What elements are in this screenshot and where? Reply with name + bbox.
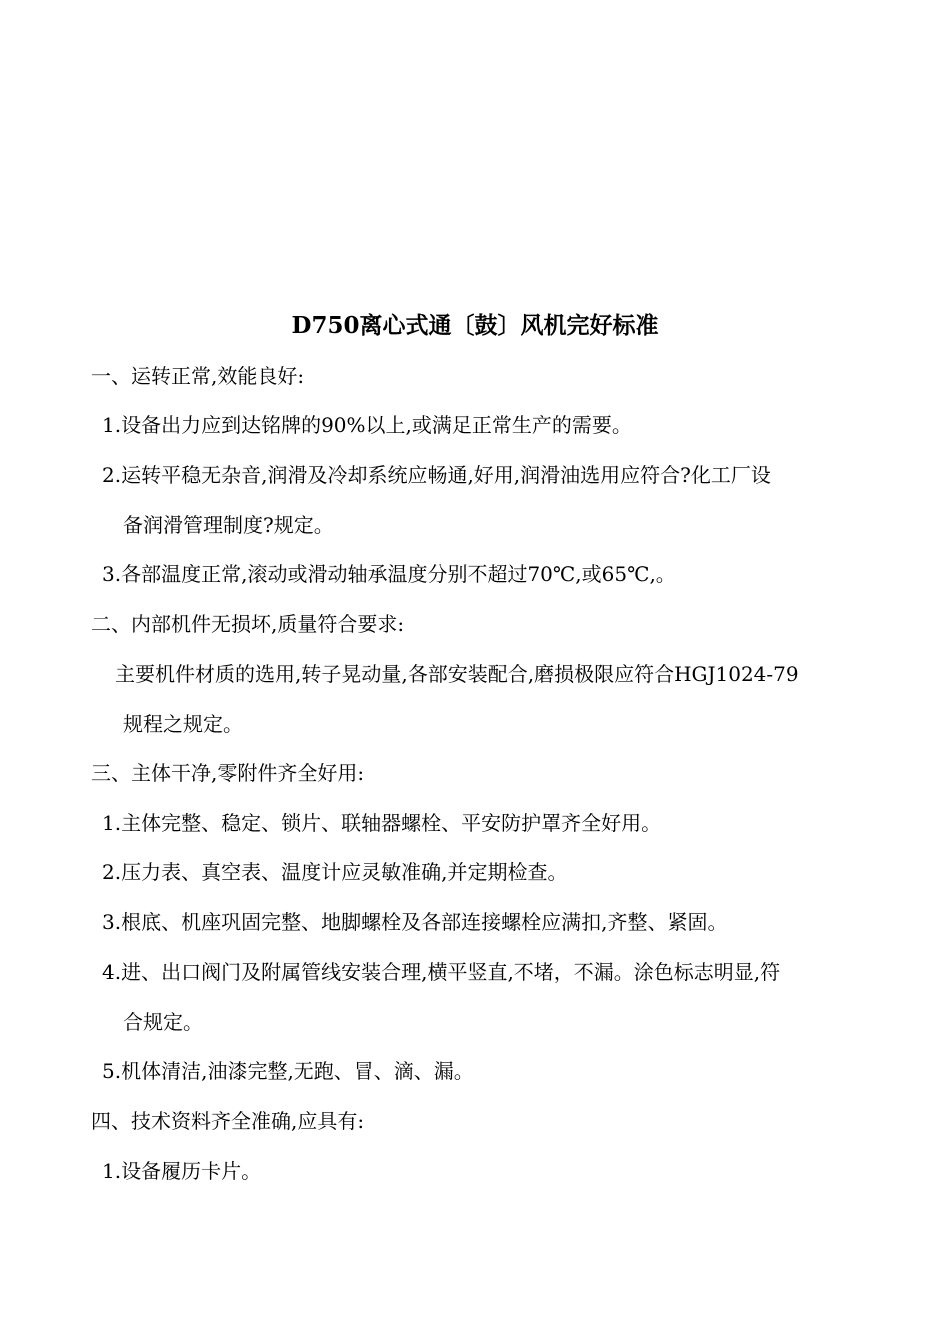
list-item-1-1: 1.设备出力应到达铭牌的90%以上,或满足正常生产的需要。 [102,413,632,437]
paragraph-2: 主要机件材质的选用,转子晃动量,各部安装配合,磨损极限应符合HGJ1024-79 [115,662,799,686]
list-item-1-2-cont: 备润滑管理制度?规定。 [123,513,334,537]
section-heading-4: 四、技术资料齐全准确,应具有: [91,1109,365,1133]
list-item-3-1: 1.主体完整、稳定、锁片、联轴器螺栓、平安防护罩齐全好用。 [102,811,662,835]
list-item-3-2: 2.压力表、真空表、温度计应灵敏准确,并定期检查。 [102,860,568,884]
paragraph-2-cont: 规程之规定。 [123,712,243,736]
section-heading-1: 一、运转正常,效能良好: [91,364,305,388]
section-heading-2: 二、内部机件无损坏,质量符合要求: [91,612,405,636]
list-item-1-3: 3.各部温度正常,滚动或滑动轴承温度分别不超过70℃,或65℃,。 [102,562,676,586]
document-title: D750离心式通〔鼓〕风机完好标准 [291,312,659,339]
list-item-3-3: 3.根底、机座巩固完整、地脚螺栓及各部连接螺栓应满扣,齐整、紧固。 [102,910,728,934]
list-item-3-4-cont: 合规定。 [123,1010,203,1034]
list-item-1-2: 2.运转平稳无杂音,润滑及冷却系统应畅通,好用,润滑油选用应符合?化工厂设 [102,463,771,487]
list-item-3-4: 4.进、出口阀门及附属管线安装合理,横平竖直,不堵，不漏。涂色标志明显,符 [102,960,781,984]
list-item-4-1: 1.设备履历卡片。 [102,1159,262,1183]
section-heading-3: 三、主体干净,零附件齐全好用: [91,761,365,785]
list-item-3-5: 5.机体清洁,油漆完整,无跑、冒、滴、漏。 [102,1059,474,1083]
